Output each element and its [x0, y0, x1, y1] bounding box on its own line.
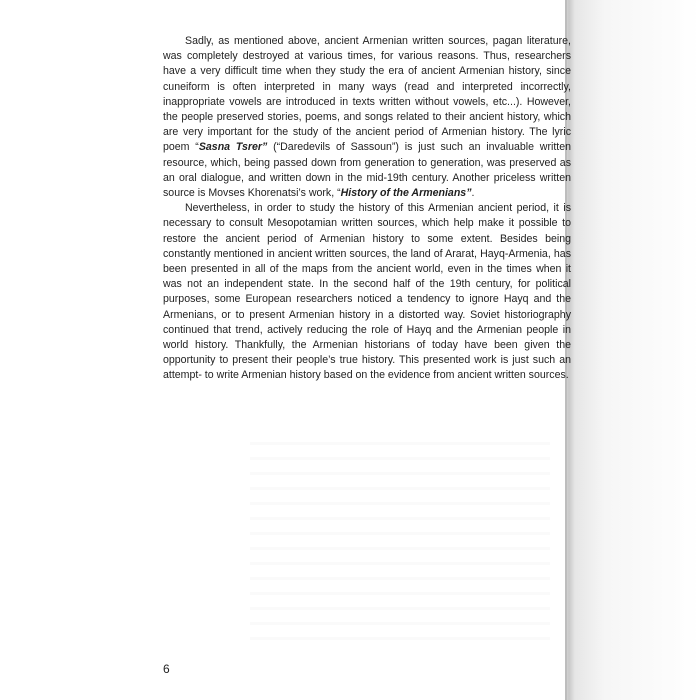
body-text — [163, 34, 571, 404]
paragraph-2 — [163, 201, 571, 383]
paragraph-2-part-1: Nevertheless, in order to study the history of this Armenian ancient period, it is necessary to consult Mesopotamian written sources, which help make it possible to restore the ancient period of Armenian history to some extent. Besides being constantly mentioned in ancient written sources, the land of Ararat, Hayq-Armenia, has been presented in all of the maps from the ancient world, even in the times when it was not an independent state. In the second half of the 19th century, for political purposes, some European researchers noticed a tendency to ignore Hayq and the Armenians, or to present Armenian history in a distorted way. Soviet historiography continued that trend, actively reducing the role of Hayq and the Armenian people in world history. Thankfully, the Armenian historians of today have been given the opportunity to present their people’s true history. This presented work is just such an attempt- to write Armenian history based on the evidence from ancient written sources. — [163, 202, 571, 382]
paragraph-1-part-5: . — [471, 187, 475, 200]
poem-title: Sasna Tsrer” — [198, 141, 268, 154]
paragraph-1 — [163, 34, 571, 201]
page-number: 6 — [163, 662, 170, 676]
paragraph-1-part-3: (“Daredevils of Sassoun”) is just such an invaluable written resource, which, being passed down from generation to generation, was preserved as an oral dialogue, and written down in the mid-19th century. Another priceless written source is Movses Khorenatsi’s work, “ — [163, 141, 571, 200]
book-title: History of the Armenians” — [340, 187, 472, 200]
paragraph-1-part-1: Sadly, as mentioned above, ancient Armenian written sources, pagan literature, was completely destroyed at various times, for various reasons. Thus, researchers have a very difficult time when they study the era of ancient Armenian history, since cuneiform is often interpreted in many ways (read and interpreted incorrectly, inappropriate vowels are introduced in texts written without vowels, etc...). However, the people preserved stories, poems, and songs related to their ancient history, which are very important for the study of the ancient period of Armenian history. The lyric poem “ — [163, 35, 571, 154]
page-edge-shadow — [565, 0, 700, 700]
show-through-bleed — [250, 430, 550, 640]
